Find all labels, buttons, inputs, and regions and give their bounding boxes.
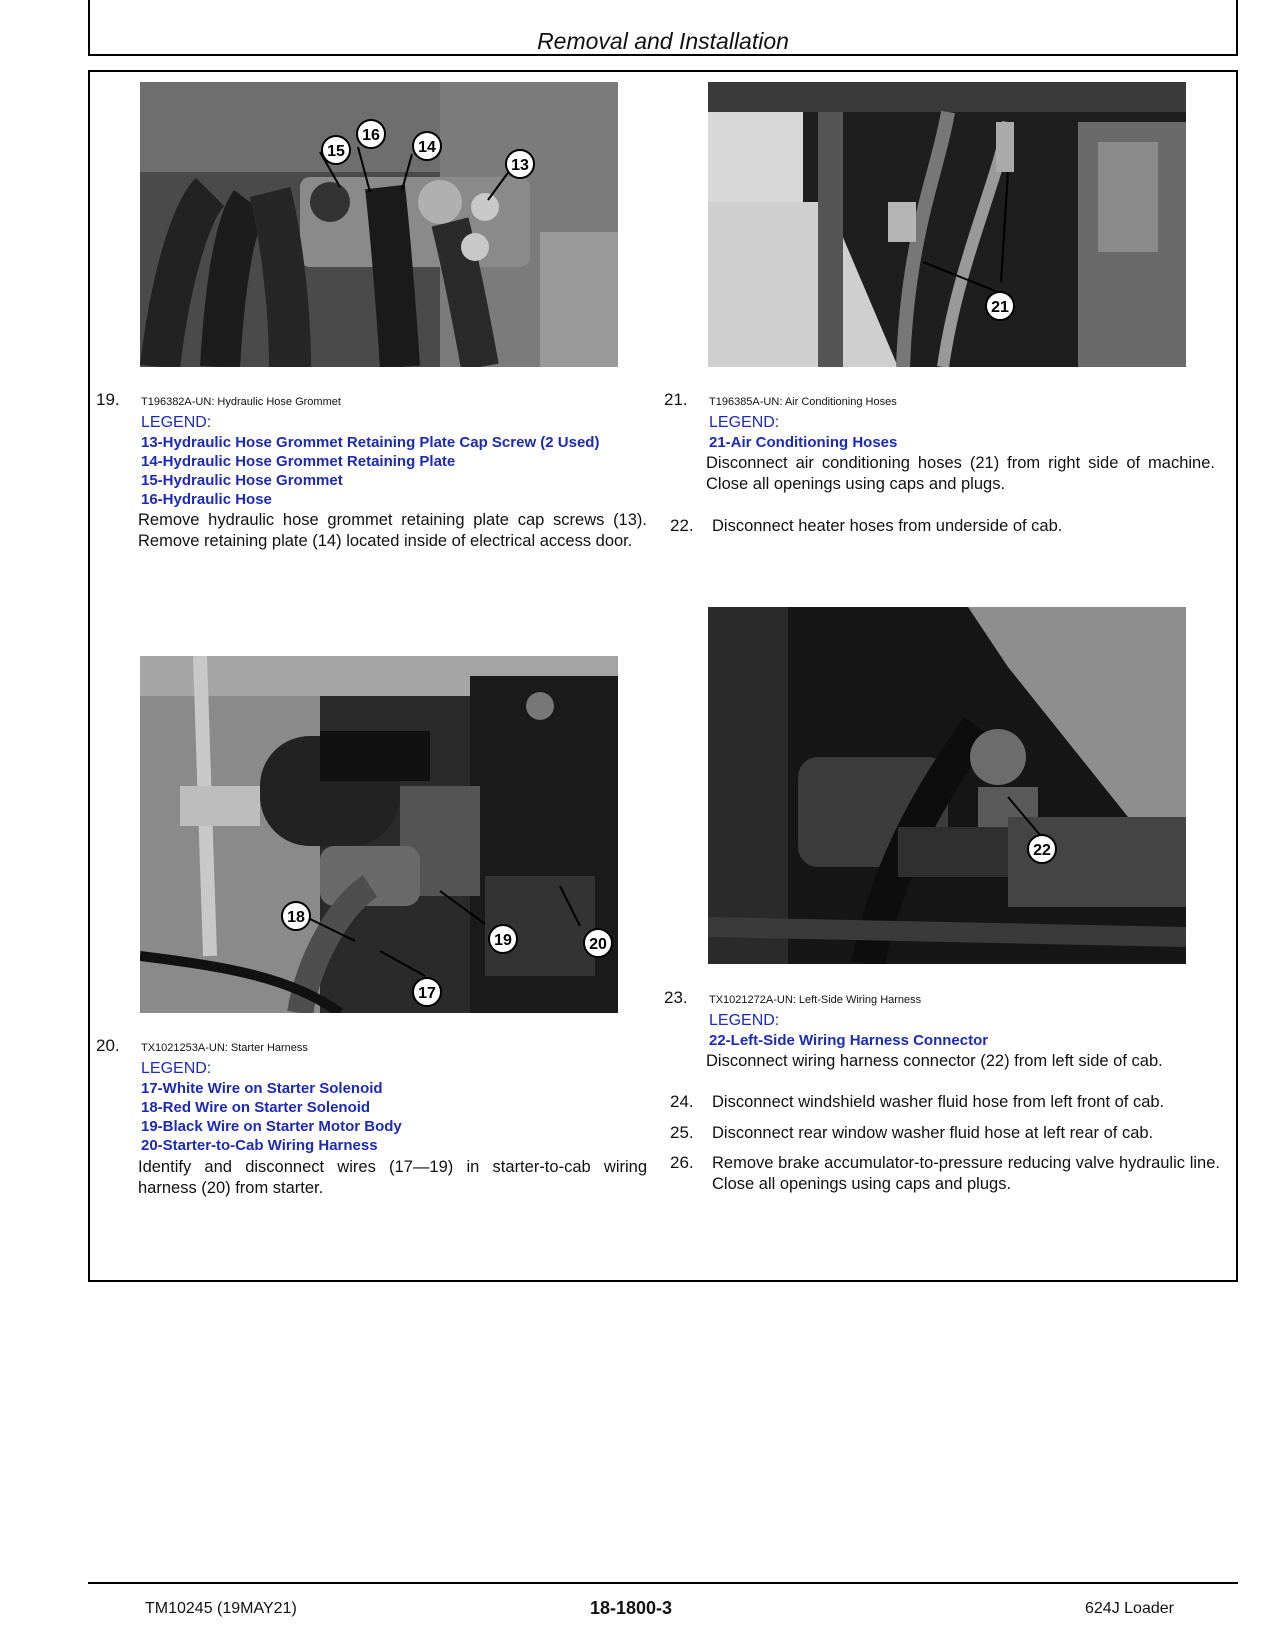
- figure-19-callouts: [140, 82, 618, 367]
- step-25-instruction: Disconnect rear window washer fluid hose at left rear of cab.: [712, 1124, 1154, 1142]
- step-21-instruction: Disconnect air conditioning hoses (21) from right side of machine. Close all openings using caps and plugs.: [706, 454, 1215, 493]
- step-number: 26.: [670, 1153, 694, 1172]
- step-number: 21.: [664, 390, 688, 409]
- legend-title: LEGEND:: [141, 1060, 212, 1077]
- legend-item: 14-Hydraulic Hose Grommet Retaining Plate: [141, 453, 456, 470]
- legend-list: [709, 433, 897, 452]
- figure-caption: TX1021272A-UN: Left-Side Wiring Harness: [709, 994, 922, 1006]
- legend-item: 22-Left-Side Wiring Harness Connector: [709, 1032, 989, 1049]
- step-19-instruction: Remove hydraulic hose grommet retaining plate cap screws (13). Remove retaining plate (14) located inside of electrical access door.: [138, 511, 647, 550]
- figure-caption: TX1021253A-UN: Starter Harness: [141, 1042, 308, 1054]
- footer-page-number: 18-1800-3: [590, 1598, 673, 1618]
- callout-15-label: 15: [327, 143, 345, 160]
- footer-manual-id: TM10245 (19MAY21): [145, 1600, 297, 1617]
- step-number: 20.: [96, 1036, 120, 1055]
- step-number: 19.: [96, 390, 120, 409]
- step-number: 24.: [670, 1092, 694, 1111]
- step-number: 22.: [670, 516, 694, 535]
- legend-list: [141, 1079, 402, 1155]
- legend-item: 18-Red Wire on Starter Solenoid: [141, 1099, 371, 1116]
- figure-21-callouts: [708, 82, 1186, 367]
- callout-18-label: 18: [287, 909, 305, 926]
- legend-list: [141, 433, 599, 509]
- step-24-instruction: Disconnect windshield washer fluid hose from left front of cab.: [712, 1093, 1165, 1111]
- legend-title: LEGEND:: [709, 1012, 780, 1029]
- callout-22-label: 22: [1033, 842, 1051, 859]
- legend-item: 19-Black Wire on Starter Motor Body: [141, 1118, 402, 1135]
- callout-17-label: 17: [418, 985, 436, 1002]
- figure-caption: T196382A-UN: Hydraulic Hose Grommet: [141, 396, 341, 408]
- legend-list: [709, 1031, 988, 1050]
- legend-title: LEGEND:: [141, 414, 212, 431]
- figure-caption: T196385A-UN: Air Conditioning Hoses: [709, 396, 897, 408]
- step-23-instruction: Disconnect wiring harness connector (22) from left side of cab.: [706, 1052, 1163, 1070]
- callout-16-label: 16: [362, 127, 380, 144]
- figure-23-callouts: [708, 607, 1186, 964]
- callout-13-label: 13: [511, 157, 529, 174]
- legend-item: 20-Starter-to-Cab Wiring Harness: [141, 1137, 378, 1154]
- footer-machine-model: 624J Loader: [1085, 1600, 1174, 1617]
- footer-rule: [88, 1582, 1238, 1584]
- legend-title: LEGEND:: [709, 414, 780, 431]
- step-22-instruction: Disconnect heater hoses from underside of cab.: [712, 517, 1063, 535]
- legend-item: 21-Air Conditioning Hoses: [709, 434, 898, 451]
- step-number: 23.: [664, 988, 688, 1007]
- page-title: Removal and Installation: [537, 28, 789, 54]
- callout-21-label: 21: [991, 299, 1009, 316]
- legend-item: 15-Hydraulic Hose Grommet: [141, 472, 343, 489]
- legend-item: 16-Hydraulic Hose: [141, 491, 272, 508]
- figure-20-callouts: [140, 656, 618, 1013]
- callout-14-label: 14: [418, 139, 436, 156]
- step-number: 25.: [670, 1123, 694, 1142]
- step-26-instruction: Remove brake accumulator-to-pressure reducing valve hydraulic line. Close all openings using caps and plugs.: [712, 1154, 1220, 1193]
- callout-19-label: 19: [494, 932, 512, 949]
- callout-20-label: 20: [589, 936, 607, 953]
- legend-item: 17-White Wire on Starter Solenoid: [141, 1080, 383, 1097]
- step-20-instruction: Identify and disconnect wires (17—19) in starter-to-cab wiring harness (20) from starter.: [138, 1158, 647, 1197]
- legend-item: 13-Hydraulic Hose Grommet Retaining Plate Cap Screw (2 Used): [141, 434, 600, 451]
